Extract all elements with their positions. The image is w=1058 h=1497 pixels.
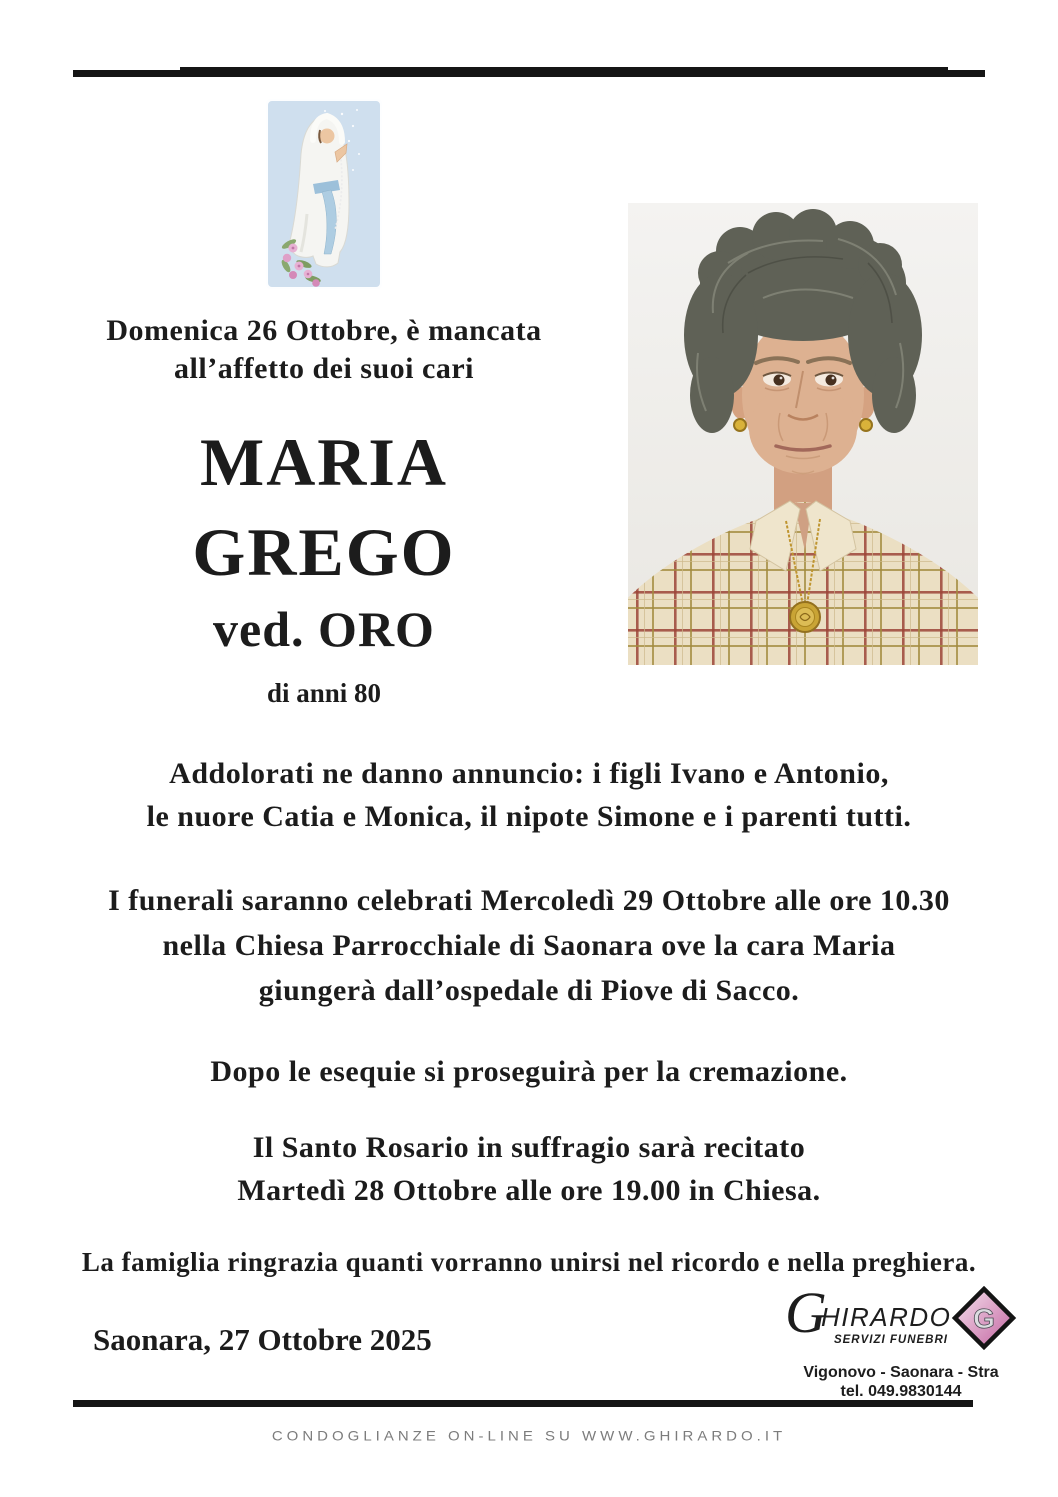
footer-note: CONDOGLIANZE ON-LINE SU WWW.GHIRARDO.IT [271, 1428, 787, 1445]
cremation-line: Dopo le esequie si proseguirà per la cremazione. [210, 1055, 848, 1088]
gold-earring-right [860, 419, 872, 431]
thanks-paragraph [40, 1242, 1018, 1282]
madonna-image [263, 96, 385, 292]
funeral-line-3: giungerà dall’ospedale di Piove di Sacco. [258, 974, 800, 1007]
logo-phone: tel. 049.9830144 [840, 1383, 962, 1400]
brand-initial: G [785, 1286, 827, 1345]
thanks-line: La famiglia ringrazia quanti vorranno unirsi nel ricordo e nella preghiera. [81, 1247, 977, 1277]
funeral-paragraph [40, 878, 1018, 1013]
rosary-line-2: Martedì 28 Ottobre alle ore 19.00 in Chiesa. [237, 1174, 821, 1207]
funeral-home-logo [785, 1286, 1017, 1401]
cremation-paragraph [40, 1050, 1018, 1093]
ghirardo-wordmark [785, 1286, 1017, 1358]
logo-locations: Vigonovo - Saonara - Stra [803, 1364, 999, 1381]
place-and-date: Saonara, 27 Ottobre 2025 [93, 1322, 432, 1357]
top-rule [73, 70, 985, 77]
intro-line-1: Domenica 26 Ottobre, è mancata [106, 314, 542, 347]
announcement-paragraph [40, 752, 1018, 838]
diamond-logo-icon [955, 1289, 1013, 1347]
funeral-line-1: I funerali saranno celebrati Mercoledì 29 Ottobre alle ore 10.30 [108, 884, 950, 917]
brand-rest: HIRARDO [821, 1302, 952, 1332]
intro-line-2: all’affetto dei suoi cari [174, 352, 474, 385]
deceased-widow-name: ved. ORO [213, 601, 435, 657]
deceased-last-name: GREGO [192, 514, 456, 590]
age-text: di anni 80 [266, 678, 382, 708]
gold-earring-left [734, 419, 746, 431]
top-rule-thin [180, 67, 948, 70]
funeral-line-2: nella Chiesa Parrocchiale di Saonara ove la cara Maria [162, 929, 896, 962]
deceased-first-name: MARIA [200, 424, 448, 500]
diamond-letter: G [973, 1303, 995, 1334]
announcement-line-2: le nuore Catia e Monica, il nipote Simone e i parenti tutti. [146, 800, 912, 833]
portrait-photo [628, 203, 978, 665]
rosary-paragraph [40, 1126, 1018, 1212]
rosary-line-1: Il Santo Rosario in suffragio sarà recitato [252, 1131, 806, 1164]
brand-subtitle: SERVIZI FUNEBRI [833, 1334, 948, 1346]
bottom-rule [73, 1400, 973, 1407]
intro-text [85, 312, 563, 388]
announcement-line-1: Addolorati ne danno annuncio: i figli Ivano e Antonio, [169, 757, 889, 790]
